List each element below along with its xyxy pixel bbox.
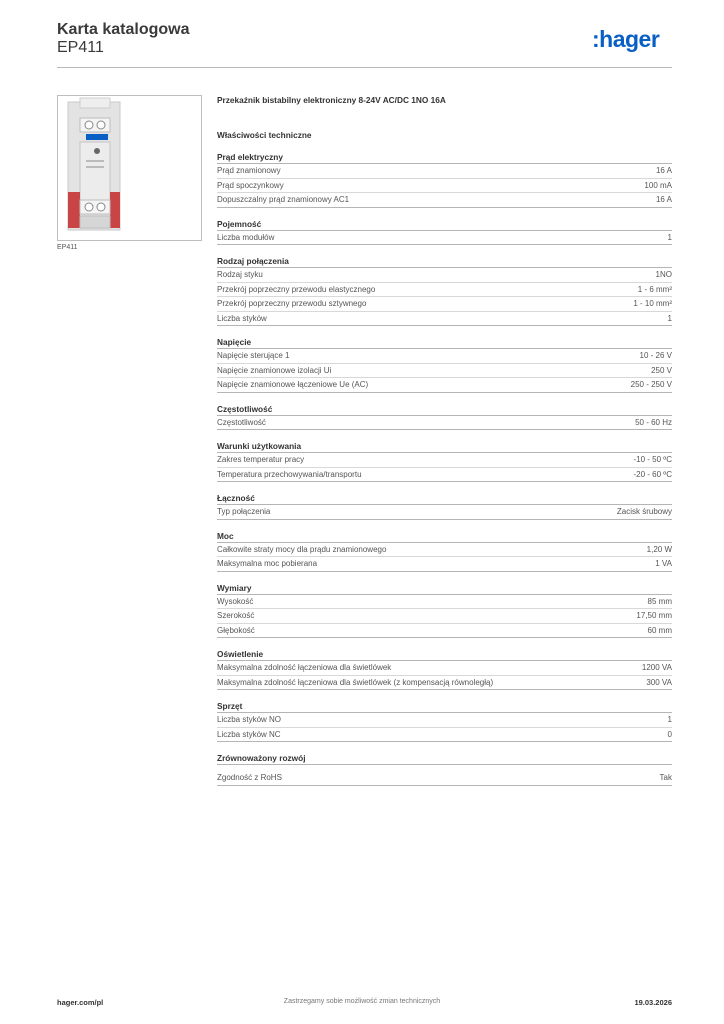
spec-row [217,543,672,558]
spec-group [217,256,672,326]
spec-label: Przekrój poprzeczny przewodu sztywnego [217,299,367,308]
spec-groups [217,152,672,786]
spec-group [217,152,672,208]
spec-value: 250 V [651,365,672,375]
spec-group [217,441,672,482]
spec-value: 1 [667,313,672,323]
spec-label: Wysokość [217,596,254,606]
spec-row [217,283,672,298]
spec-row [217,164,672,179]
spec-group-title: Sprzęt [217,701,672,713]
spec-group-title: Rodzaj połączenia [217,256,672,268]
header-divider [57,67,672,68]
spec-group-title: Moc [217,531,672,543]
product-image [57,95,202,241]
footer-notice: Zastrzegamy sobie możliwość zmian technicznych [283,998,441,1005]
spec-label: Głębokość [217,625,255,635]
spec-value: 1 [667,715,672,724]
spec-label: Prąd znamionowy [217,166,281,175]
spec-value: 1 VA [655,559,672,568]
spec-group-title: Wymiary [217,583,672,595]
spec-row [217,771,672,786]
spec-row [217,624,672,639]
spec-value: 1,20 W [646,544,672,554]
spec-row [217,453,672,468]
spec-value: 300 VA [646,677,672,687]
spec-label: Dopuszczalny prąd znamionowy AC1 [217,195,350,204]
product-title: Przekaźnik bistabilny elektroniczny 8-24V AC/DC 1NO 16A [217,95,446,105]
spec-group [217,583,672,639]
spec-group [217,649,672,690]
spec-label: Typ połączenia [217,507,271,516]
spec-label: Maksymalna moc pobierana [217,559,318,568]
spec-row [217,193,672,208]
spec-value: 1 - 6 mm² [637,284,672,294]
spec-row [217,713,672,728]
spec-label: Temperatura przechowywania/transportu [217,469,362,479]
spec-row [217,661,672,676]
spec-label: Liczba modułów [217,232,275,242]
spec-row [217,416,672,431]
spec-group-title: Łączność [217,493,672,505]
spec-label: Liczba styków NC [217,729,281,739]
spec-group [217,404,672,431]
footer-website: hager.com/pl [57,998,104,1007]
spec-row [217,297,672,312]
spec-label: Zgodność z RoHS [217,773,282,782]
image-caption: EP411 [57,244,78,251]
spec-value: -20 - 60 ºC [633,469,672,479]
spec-value: 50 - 60 Hz [635,417,672,427]
spec-group [217,493,672,520]
spec-label: Maksymalna zdolność łączeniowa dla świetlówek [217,663,392,672]
spec-value: 1200 VA [641,663,672,672]
spec-row [217,595,672,610]
footer-date: 19.03.2026 [634,998,672,1007]
spec-row [217,728,672,743]
spec-group [217,701,672,742]
spec-label: Przekrój poprzeczny przewodu elastycznego [217,284,376,294]
spec-value: 85 mm [647,596,672,606]
spec-group [217,531,672,572]
spec-label: Szerokość [217,611,255,620]
spec-row [217,609,672,624]
spec-value: 1 [667,232,672,242]
spec-value: 250 - 250 V [630,380,672,389]
spec-row [217,312,672,327]
spec-row [217,364,672,379]
spec-group-title: Napięcie [217,337,672,349]
spec-value: 17,50 mm [636,611,672,620]
spec-row [217,179,672,194]
spec-row [217,268,672,283]
spec-row [217,231,672,246]
document-title: Karta katalogowa [57,21,190,38]
spec-row [217,676,672,691]
spec-label: Napięcie znamionowe łączeniowe Ue (AC) [217,380,369,389]
spec-label: Prąd spoczynkowy [217,180,284,190]
spec-group-title: Prąd elektryczny [217,152,672,164]
spec-label: Całkowite straty mocy dla prądu znamionowego [217,544,387,554]
spec-group [217,219,672,246]
spec-row [217,468,672,483]
specifications [217,94,672,786]
hager-logo: :hager [592,26,660,52]
spec-row [217,557,672,572]
spec-group-title: Warunki użytkowania [217,441,672,453]
spec-group-title: Oświetlenie [217,649,672,661]
spec-group-title: Częstotliwość [217,404,672,416]
spec-label: Liczba styków NO [217,715,282,724]
spec-value: Zacisk śrubowy [616,507,672,516]
spec-label: Napięcie sterujące 1 [217,351,290,360]
spec-group [217,753,672,786]
spec-value: 10 - 26 V [639,351,672,360]
spec-value: Tak [659,773,672,782]
spec-row [217,505,672,520]
spec-group-title: Pojemność [217,219,672,231]
spec-value: 1 - 10 mm² [633,299,672,308]
relay-module-illustration [58,96,201,240]
spec-row [217,349,672,364]
spec-value: -10 - 50 ºC [633,455,672,464]
spec-label: Napięcie znamionowe izolacji Ui [217,365,332,375]
spec-value: 60 mm [647,625,672,635]
spec-value: 16 A [655,166,672,175]
spec-label: Liczba styków [217,313,267,323]
spec-value: 1NO [655,270,672,279]
spec-label: Zakres temperatur pracy [217,455,305,464]
spec-group-title: Zrównoważony rozwój [217,753,672,765]
spec-value: 16 A [655,195,672,204]
spec-value: 0 [667,729,672,739]
spec-label: Maksymalna zdolność łączeniowa dla świetlówek (z kompensacją równoległą) [217,677,494,687]
spec-row [217,378,672,393]
section-heading: Właściwości techniczne [217,130,312,140]
spec-label: Rodzaj styku [217,270,263,279]
spec-value: 100 mA [644,180,672,190]
product-reference: EP411 [57,39,104,56]
spec-label: Częstotliwość [217,417,266,427]
spec-group [217,337,672,393]
